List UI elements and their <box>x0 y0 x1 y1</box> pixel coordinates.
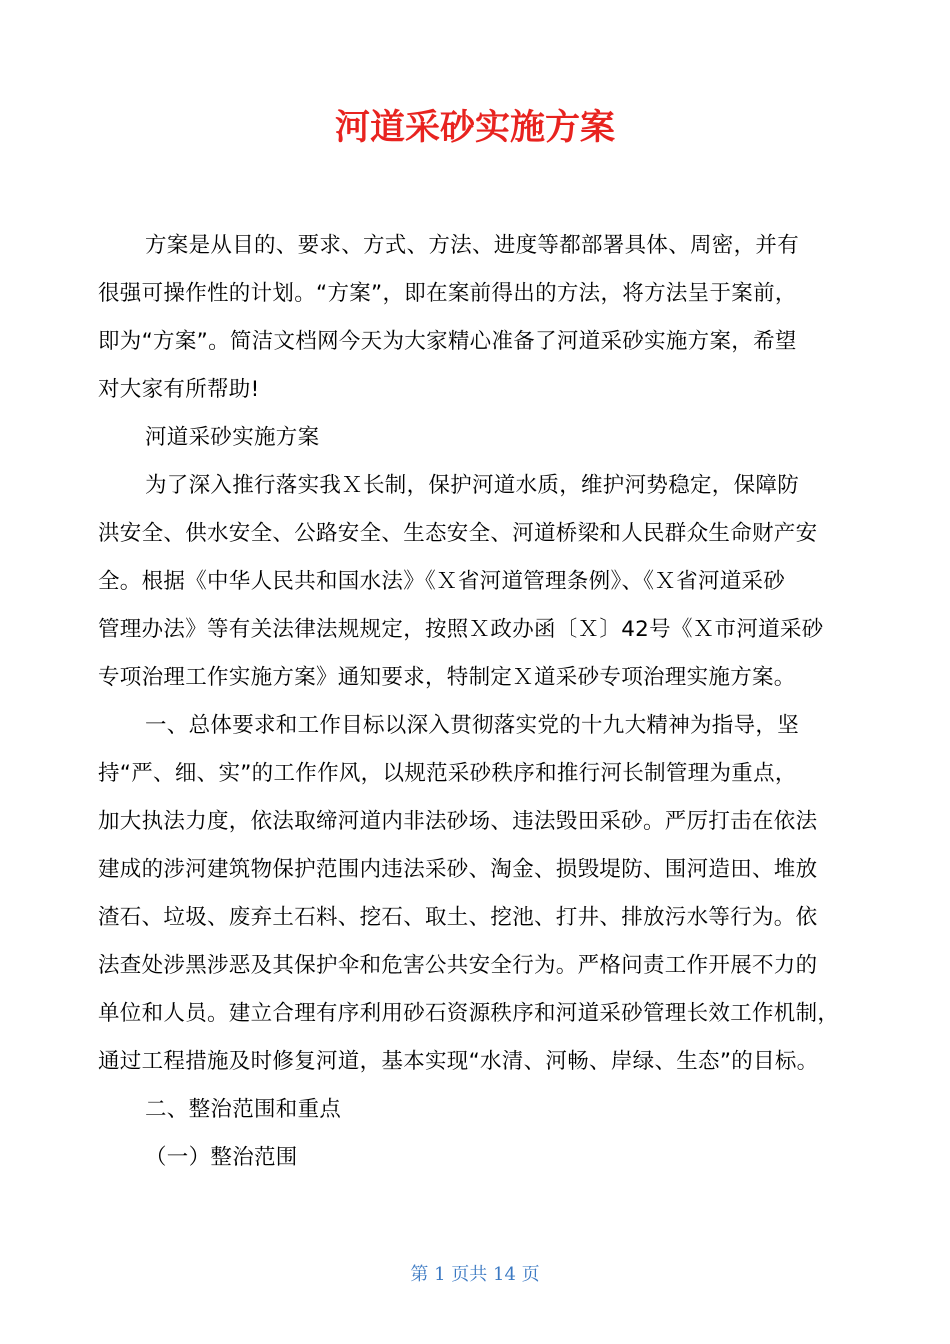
purpose-line: 洪安全、供水安全、公路安全、生态安全、河道桥梁和人民群众生命财产安 <box>98 521 818 546</box>
intro-line: 很强可操作性的计划。“方案”，即在案前得出的方法，将方法呈于案前， <box>98 281 797 306</box>
intro-line: 对大家有所帮助! <box>98 377 260 402</box>
page-number-footer: 第 1 页共 14 页 <box>410 1264 540 1285</box>
intro-line: 即为“方案”。简洁文档网今天为大家精心准备了河道采砂实施方案，希望 <box>98 329 797 354</box>
document-title: 河道采砂实施方案 <box>334 108 615 148</box>
intro-line: 方案是从目的、要求、方式、方法、进度等都部署具体、周密，并有 <box>145 233 800 258</box>
section1-line: 单位和人员。建立合理有序利用砂石资源秩序和河道采砂管理长效工作机制， <box>98 1001 840 1026</box>
section1-line: 建成的涉河建筑物保护范围内违法采砂、淘金、损毁堤防、围河造田、堆放 <box>98 857 818 882</box>
document-body <box>98 222 860 1182</box>
section1-line: 一、总体要求和工作目标以深入贯彻落实党的十九大精神为指导，坚 <box>145 713 800 738</box>
section2-sub-heading: （一）整治范围 <box>145 1145 298 1170</box>
purpose-line: 管理办法》等有关法律法规规定，按照Ｘ政办函〔Ｘ〕42号《Ｘ市河道采砂 <box>98 617 824 642</box>
document-subtitle: 河道采砂实施方案 <box>145 425 320 450</box>
section1-line: 持“严、细、实”的工作作风，以规范采砂秩序和推行河长制管理为重点， <box>98 761 797 786</box>
section1-line: 渣石、垃圾、废弃土石料、挖石、取土、挖池、打井、排放污水等行为。依 <box>98 905 818 930</box>
section1-line: 通过工程措施及时修复河道，基本实现“水清、河畅、岸绿、生态”的目标。 <box>98 1049 819 1074</box>
purpose-line: 专项治理工作实施方案》通知要求，特制定Ｘ道采砂专项治理实施方案。 <box>98 665 796 690</box>
purpose-line: 全。根据《中华人民共和国水法》《Ｘ省河道管理条例》、《Ｘ省河道采砂 <box>98 569 786 594</box>
section2-heading: 二、整治范围和重点 <box>145 1097 342 1122</box>
purpose-line: 为了深入推行落实我Ｘ长制，保护河道水质，维护河势稳定，保障防 <box>145 473 800 498</box>
section1-line: 法查处涉黑涉恶及其保护伞和危害公共安全行为。严格问责工作开展不力的 <box>98 953 818 978</box>
section1-line: 加大执法力度，依法取缔河道内非法砂场、违法毁田采砂。严厉打击在依法 <box>98 809 818 834</box>
